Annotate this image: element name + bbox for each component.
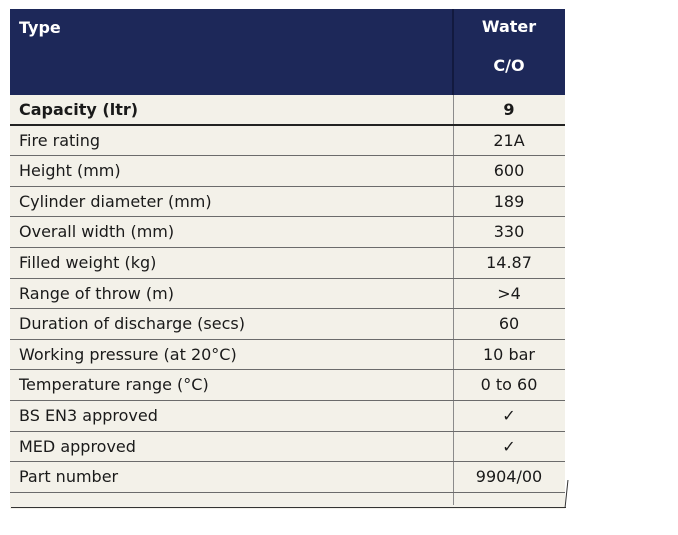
bottom-rule (11, 507, 566, 508)
row-label: Overall width (mm) (19, 222, 175, 242)
column-header-line2: C/O (493, 56, 525, 75)
row-label: Working pressure (at 20°C) (19, 344, 237, 364)
row-label: Height (mm) (19, 161, 121, 181)
table-row (10, 309, 565, 340)
row-label: Filled weight (kg) (19, 252, 157, 272)
table-row (10, 401, 565, 432)
row-value: 0 to 60 (480, 375, 538, 395)
row-label: Range of throw (m) (19, 283, 174, 303)
table-body (10, 95, 565, 493)
table-row (10, 248, 565, 279)
row-label: Cylinder diameter (mm) (19, 191, 212, 211)
table-row (10, 95, 565, 126)
row-value: >4 (497, 283, 521, 303)
row-value: 10 bar (483, 344, 535, 364)
right-edge-mark (565, 480, 569, 508)
table-row (10, 370, 565, 401)
row-value: 189 (493, 191, 525, 211)
row-value: 14.87 (486, 252, 532, 272)
check-icon: ✓ (502, 436, 516, 456)
row-value: 21A (493, 130, 525, 150)
row-label: Temperature range (°C) (19, 375, 209, 395)
row-value: 330 (493, 222, 525, 242)
row-label: MED approved (19, 436, 136, 456)
table-row (10, 126, 565, 157)
table-row (10, 279, 565, 310)
row-label: Fire rating (19, 130, 101, 150)
table-row (10, 432, 565, 463)
row-label: Part number (19, 467, 119, 487)
row-value: 9904/00 (475, 467, 543, 487)
table-header (10, 9, 565, 95)
spec-table (10, 9, 565, 509)
row-value: 9 (503, 100, 515, 119)
row-value: 60 (498, 314, 520, 334)
table-row (10, 462, 565, 493)
column-header-line1: Water (481, 17, 537, 36)
type-header-label: Type (19, 18, 61, 37)
table-row (10, 187, 565, 218)
row-label: Capacity (ltr) (19, 100, 139, 119)
table-row (10, 156, 565, 187)
table-row (10, 217, 565, 248)
row-label: Duration of discharge (secs) (19, 314, 245, 334)
row-value: 600 (493, 161, 525, 181)
row-label: BS EN3 approved (19, 405, 158, 425)
check-icon: ✓ (502, 405, 516, 425)
table-row (10, 340, 565, 371)
